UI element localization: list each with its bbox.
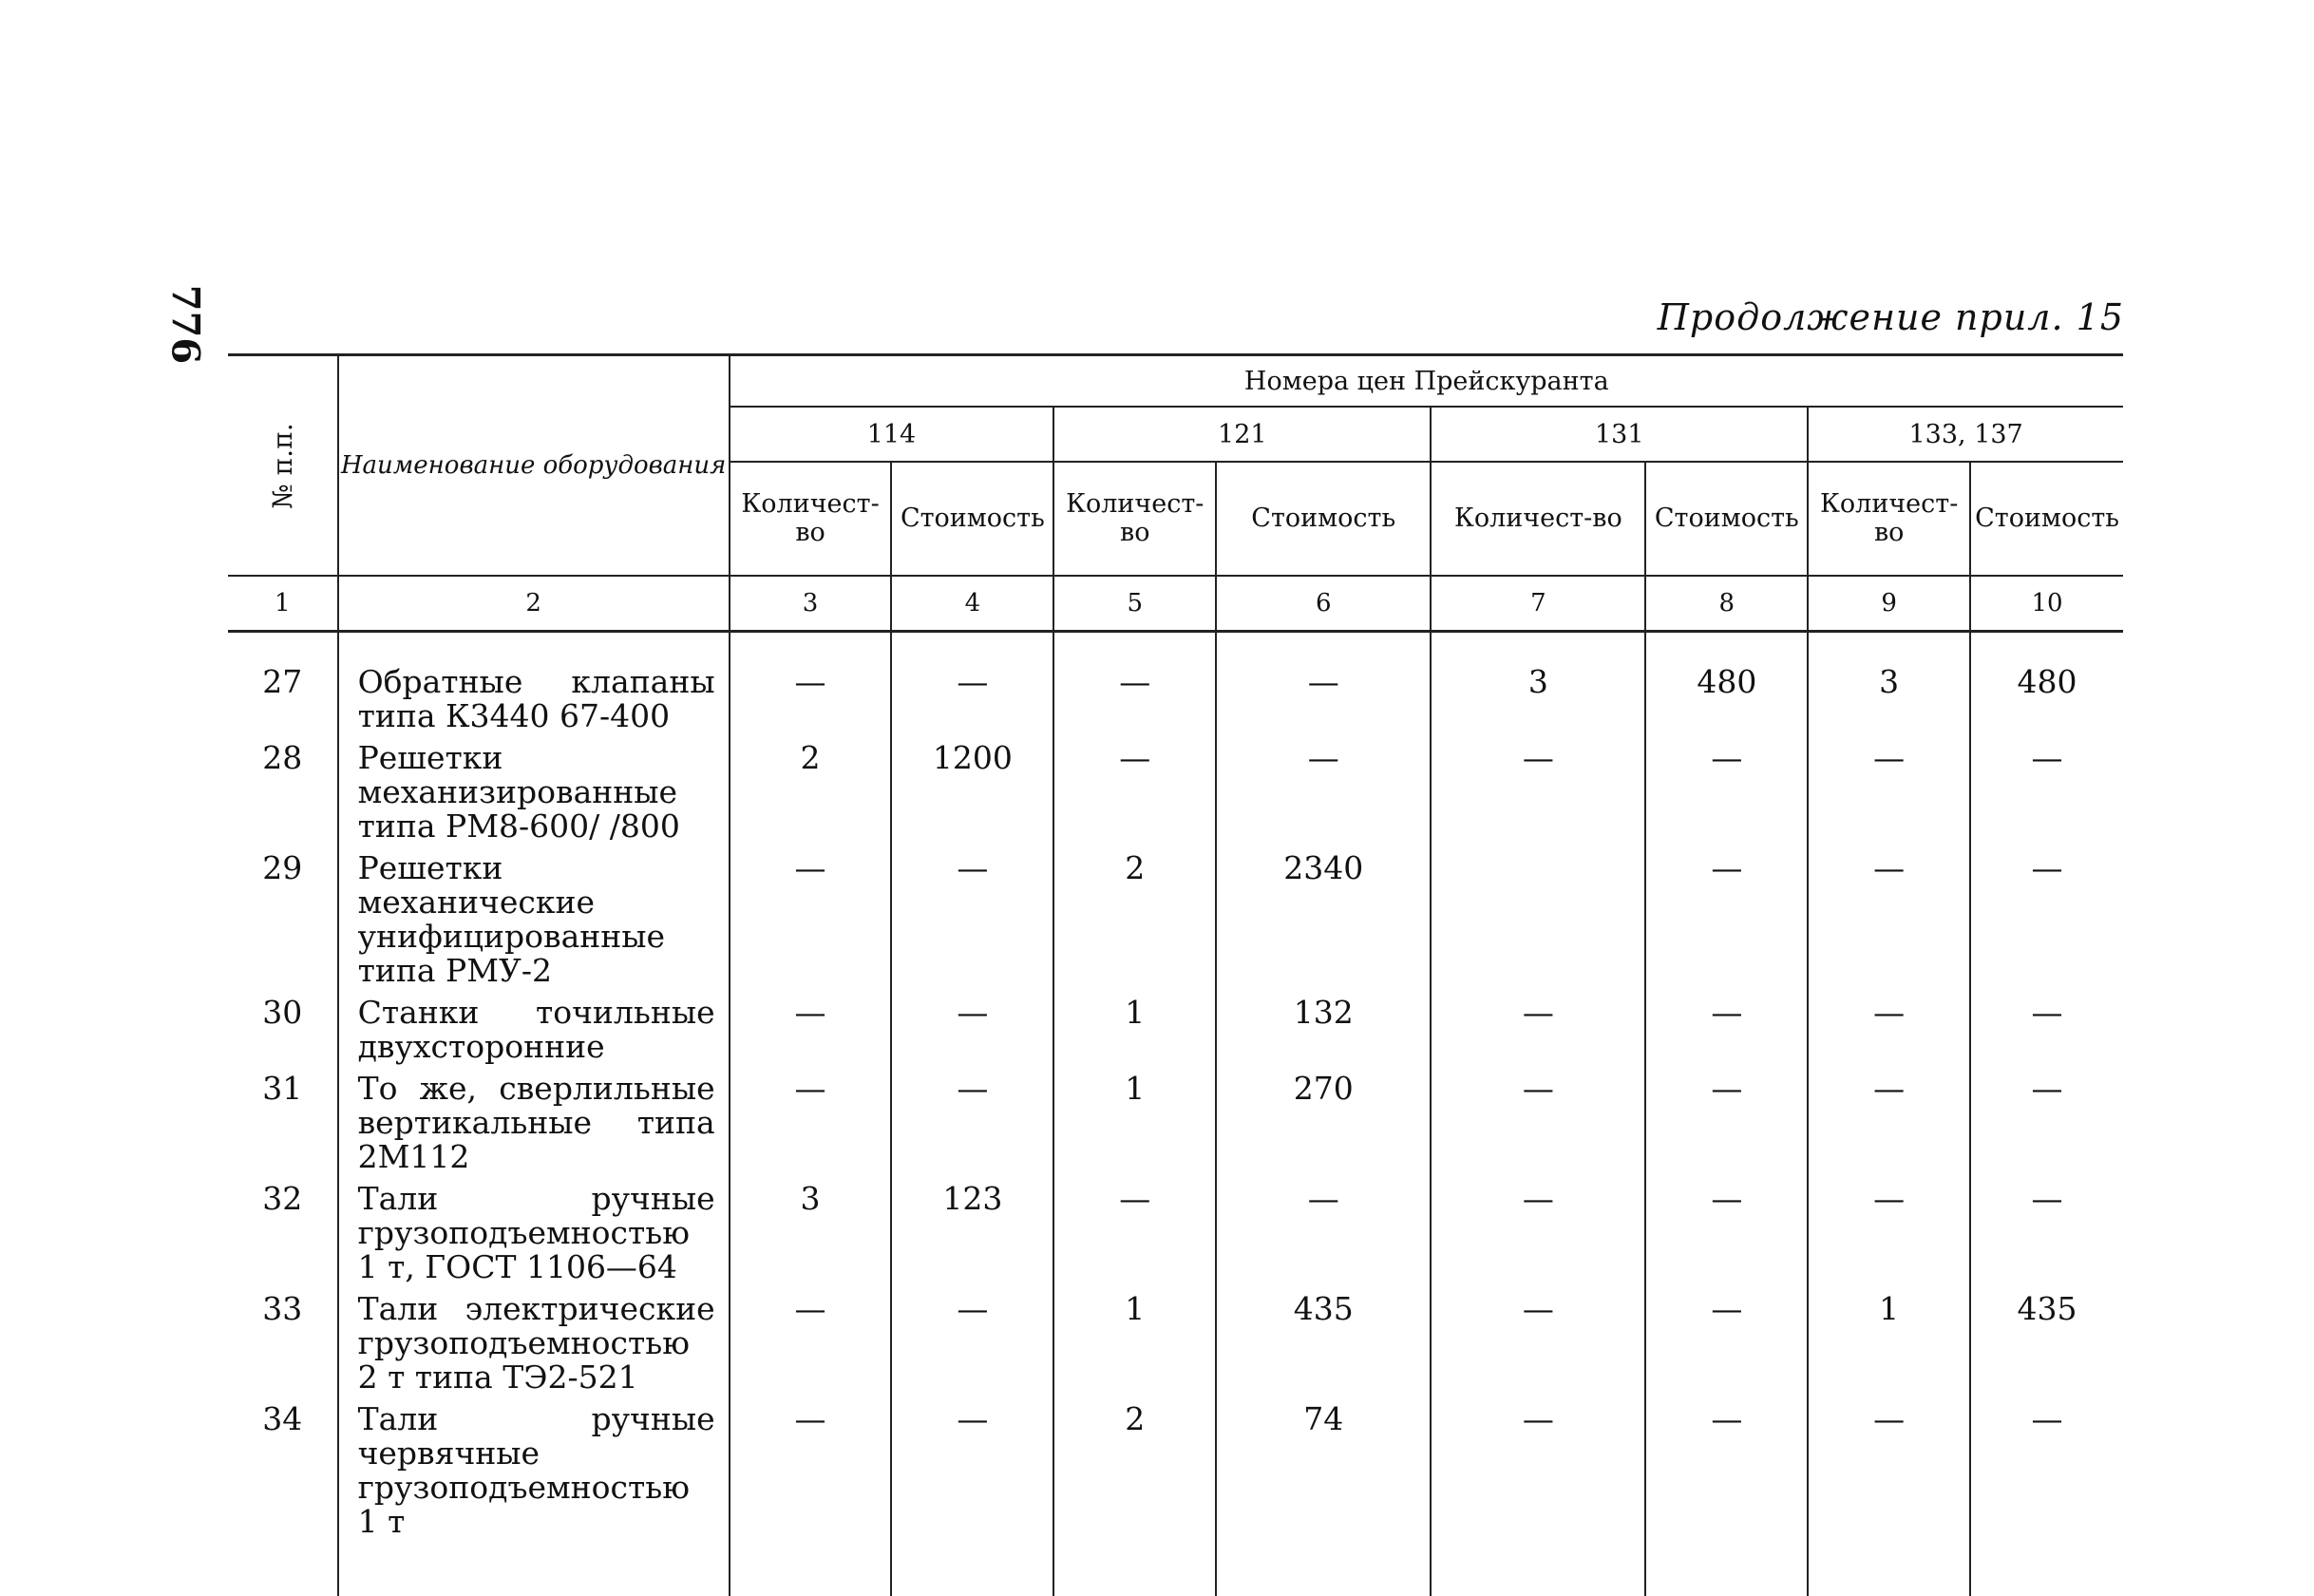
qty-133-137: — (1808, 1395, 1970, 1539)
qty-133-137: — (1808, 1064, 1970, 1174)
table-row (228, 1174, 2123, 1284)
cost-header: Стоимость (1970, 462, 2123, 576)
cost-131: — (1645, 1284, 1808, 1395)
table-row (228, 733, 2123, 844)
cost-133-137: — (1970, 1395, 2123, 1539)
cost-131: — (1645, 1395, 1808, 1539)
cost-121: — (1216, 1174, 1431, 1284)
equipment-name: Решетки механизированные типа РМ8-600/ /800 (338, 733, 730, 844)
qty-114: 3 (730, 1174, 892, 1284)
column-number: 8 (1645, 576, 1808, 632)
qty-header: Количест-во (1053, 462, 1216, 576)
name-column-header: Наименование оборудования (338, 355, 730, 577)
table-row (228, 1064, 2123, 1174)
row-number: 34 (228, 1395, 338, 1539)
row-number: 28 (228, 733, 338, 844)
qty-133-137: — (1808, 844, 1970, 988)
equipment-name: Станки точильные двухсторонние (338, 988, 730, 1064)
table-row (228, 844, 2123, 988)
row-number: 29 (228, 844, 338, 988)
group-121-header: 121 (1053, 407, 1431, 462)
continuation-caption: Продолжение прил. 15 (1657, 296, 2124, 338)
equipment-name: То же, сверлильные вертикальные типа 2М112 (338, 1064, 730, 1174)
column-number: 6 (1216, 576, 1431, 632)
column-number: 5 (1053, 576, 1216, 632)
cost-131: — (1645, 844, 1808, 988)
qty-131: — (1431, 988, 1645, 1064)
qty-131: — (1431, 1064, 1645, 1174)
qty-131: 3 (1431, 657, 1645, 733)
qty-133-137: 3 (1808, 657, 1970, 733)
cost-121: 2340 (1216, 844, 1431, 988)
row-number: 33 (228, 1284, 338, 1395)
equipment-name: Тали ручные червячные грузоподъемностью 1 т (338, 1395, 730, 1539)
qty-114: — (730, 1284, 892, 1395)
qty-133-137: 1 (1808, 1284, 1970, 1395)
qty-131: — (1431, 1284, 1645, 1395)
price-table (228, 353, 2123, 1596)
equipment-name: Тали ручные грузоподъемностью 1 т, ГОСТ 1106—64 (338, 1174, 730, 1284)
qty-121: — (1053, 657, 1216, 733)
page-number: 776 (162, 284, 208, 365)
cost-header: Стоимость (1216, 462, 1431, 576)
row-number: 27 (228, 657, 338, 733)
group-133-137-header: 133, 137 (1808, 407, 2123, 462)
cost-133-137: 480 (1970, 657, 2123, 733)
column-number: 1 (228, 576, 338, 632)
qty-114: — (730, 844, 892, 988)
equipment-name: Решетки механические унифицированные типа РМУ-2 (338, 844, 730, 988)
qty-121: — (1053, 1174, 1216, 1284)
price-list-group-header: Номера цен Прейскуранта (730, 355, 2123, 408)
column-number: 4 (891, 576, 1053, 632)
cost-121: 74 (1216, 1395, 1431, 1539)
equipment-name: Обратные клапаны типа К3440 67-400 (338, 657, 730, 733)
cost-121: — (1216, 657, 1431, 733)
qty-121: 1 (1053, 988, 1216, 1064)
qty-114: — (730, 988, 892, 1064)
cost-121: — (1216, 733, 1431, 844)
qty-131 (1431, 844, 1645, 988)
qty-121: 2 (1053, 1395, 1216, 1539)
cost-133-137: — (1970, 733, 2123, 844)
cost-121: 435 (1216, 1284, 1431, 1395)
qty-131: — (1431, 733, 1645, 844)
cost-114: — (891, 1284, 1053, 1395)
cost-133-137: — (1970, 988, 2123, 1064)
row-number: 32 (228, 1174, 338, 1284)
table-row (228, 988, 2123, 1064)
cost-114: — (891, 657, 1053, 733)
cost-114: 123 (891, 1174, 1053, 1284)
qty-121: 2 (1053, 844, 1216, 988)
column-number: 7 (1431, 576, 1645, 632)
qty-header: Количест-во (730, 462, 892, 576)
equipment-name: Тали электрические грузоподъемностью 2 т типа ТЭ2-521 (338, 1284, 730, 1395)
qty-121: 1 (1053, 1064, 1216, 1174)
cost-131: 480 (1645, 657, 1808, 733)
column-number-row (228, 576, 2123, 632)
qty-131: — (1431, 1395, 1645, 1539)
qty-114: — (730, 1064, 892, 1174)
column-number: 2 (338, 576, 730, 632)
qty-121: — (1053, 733, 1216, 844)
table-row (228, 657, 2123, 733)
qty-133-137: — (1808, 1174, 1970, 1284)
column-number: 3 (730, 576, 892, 632)
cost-114: 1200 (891, 733, 1053, 844)
price-table-wrapper (228, 353, 2123, 1596)
group-131-header: 131 (1431, 407, 1808, 462)
cost-131: — (1645, 988, 1808, 1064)
row-number: 31 (228, 1064, 338, 1174)
column-number: 10 (1970, 576, 2123, 632)
cost-121: 132 (1216, 988, 1431, 1064)
cost-131: — (1645, 733, 1808, 844)
group-114-header: 114 (730, 407, 1054, 462)
qty-121: 1 (1053, 1284, 1216, 1395)
num-column-header: № п.п. (228, 355, 338, 577)
qty-114: 2 (730, 733, 892, 844)
cost-114: — (891, 988, 1053, 1064)
cost-131: — (1645, 1174, 1808, 1284)
cost-133-137: — (1970, 844, 2123, 988)
cost-133-137: — (1970, 1064, 2123, 1174)
cost-header: Стоимость (891, 462, 1053, 576)
cost-header: Стоимость (1645, 462, 1808, 576)
qty-133-137: — (1808, 733, 1970, 844)
cost-131: — (1645, 1064, 1808, 1174)
row-number: 30 (228, 988, 338, 1064)
qty-133-137: — (1808, 988, 1970, 1064)
table-row (228, 1395, 2123, 1539)
qty-131: — (1431, 1174, 1645, 1284)
qty-114: — (730, 1395, 892, 1539)
cost-114: — (891, 1064, 1053, 1174)
qty-header: Количест-во (1808, 462, 1970, 576)
column-number: 9 (1808, 576, 1970, 632)
cost-114: — (891, 844, 1053, 988)
cost-114: — (891, 1395, 1053, 1539)
cost-121: 270 (1216, 1064, 1431, 1174)
cost-133-137: 435 (1970, 1284, 2123, 1395)
qty-header: Количест-во (1431, 462, 1645, 576)
cost-133-137: — (1970, 1174, 2123, 1284)
table-row (228, 1284, 2123, 1395)
qty-114: — (730, 657, 892, 733)
